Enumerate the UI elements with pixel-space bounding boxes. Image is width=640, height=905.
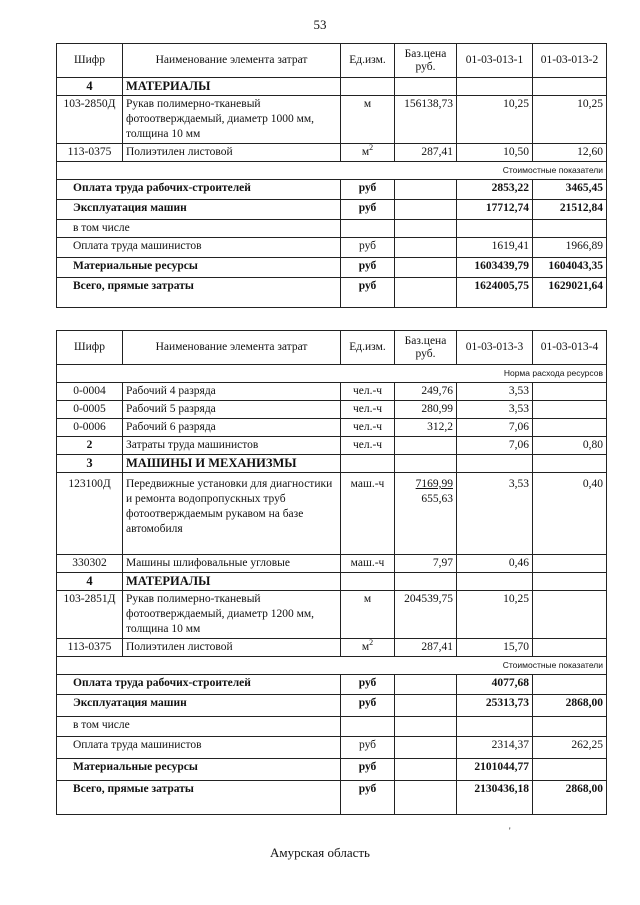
- band-cost-indicators: Стоимостные показатели: [57, 162, 607, 180]
- summary-row: в том числе: [57, 717, 607, 737]
- header-col-b: 01-03-013-4: [533, 331, 607, 365]
- header-col-a: 01-03-013-1: [457, 44, 533, 78]
- table-row: 103-2851Д Рукав полимерно-тканевый фотоотверждаемый, диаметр 1200 мм, толщина 10 мм м 204539,75 10,25: [57, 591, 607, 639]
- header-col-a: 01-03-013-3: [457, 331, 533, 365]
- header-code: Шифр: [57, 331, 123, 365]
- summary-row: Оплата труда рабочих-строителей руб 4077,68: [57, 675, 607, 695]
- table-row: 4 МАТЕРИАЛЫ: [57, 573, 607, 591]
- table-row: 0-0005 Рабочий 5 разряда чел.-ч 280,99 3,53: [57, 401, 607, 419]
- header-unit: Ед.изм.: [341, 331, 395, 365]
- page-number: 53: [313, 17, 327, 32]
- table-row: 103-2850Д Рукав полимерно-тканевый фотоотверждаемый, диаметр 1000 мм, толщина 10 мм м 156138,73 10,25 10,25: [57, 96, 607, 144]
- table-row: 113-0375 Полиэтилен листовой $м^2$ 287,41 10,50 12,60: [57, 144, 607, 162]
- header-name: Наименование элемента затрат: [123, 44, 341, 78]
- summary-row: Оплата труда машинистов руб 2314,37 262,25: [57, 737, 607, 759]
- table-row: 330302 Машины шлифовальные угловые маш.-ч 7,97 0,46: [57, 555, 607, 573]
- summary-row: Всего, прямые затраты руб 2130436,18 2868,00: [57, 781, 607, 815]
- table-row: 4 МАТЕРИАЛЫ: [57, 78, 607, 96]
- table-row: 2 Затраты труда машинистов чел.-ч 7,06 0,80: [57, 437, 607, 455]
- band-cost-indicators: Стоимостные показатели: [57, 657, 607, 675]
- summary-row: Оплата труда рабочих-строителей руб 2853,22 3465,45: [57, 180, 607, 200]
- summary-row: Эксплуатация машин руб 25313,73 2868,00: [57, 695, 607, 717]
- header-code: Шифр: [57, 44, 123, 78]
- table-row: 0-0006 Рабочий 6 разряда чел.-ч 312,2 7,06: [57, 419, 607, 437]
- table-row: 113-0375 Полиэтилен листовой $м^2$ 287,41 15,70: [57, 639, 607, 657]
- summary-row: Материальные ресурсы руб 1603439,79 1604043,35: [57, 258, 607, 278]
- table-row: 123100Д Передвижные установки для диагностики и ремонта водопропускных труб фотоотверждаемым рукавом на базе автомобиля маш.-ч 7169,99 655,63 3,53 0,40: [57, 473, 607, 555]
- summary-row: Эксплуатация машин руб 17712,74 21512,84: [57, 200, 607, 220]
- header-unit: Ед.изм.: [341, 44, 395, 78]
- summary-row: Материальные ресурсы руб 2101044,77: [57, 759, 607, 781]
- header-col-b: 01-03-013-2: [533, 44, 607, 78]
- table-row: 3 МАШИНЫ И МЕХАНИЗМЫ: [57, 455, 607, 473]
- estimate-table-2: [56, 330, 607, 815]
- header-base-price: Баз.цена руб.: [395, 331, 457, 365]
- header-name: Наименование элемента затрат: [123, 331, 341, 365]
- header-base-price: Баз.цена руб.: [395, 44, 457, 78]
- footer-region: Амурская область: [270, 845, 370, 860]
- estimate-table-1: [56, 43, 607, 308]
- summary-row: Оплата труда машинистов руб 1619,41 1966,89: [57, 238, 607, 258]
- summary-row: Всего, прямые затраты руб 1624005,75 1629021,64: [57, 278, 607, 308]
- footer-tick: ': [509, 826, 511, 836]
- band-resource-norms: Норма расхода ресурсов: [57, 365, 607, 383]
- table-row: 0-0004 Рабочий 4 разряда чел.-ч 249,76 3,53: [57, 383, 607, 401]
- summary-row: в том числе: [57, 220, 607, 238]
